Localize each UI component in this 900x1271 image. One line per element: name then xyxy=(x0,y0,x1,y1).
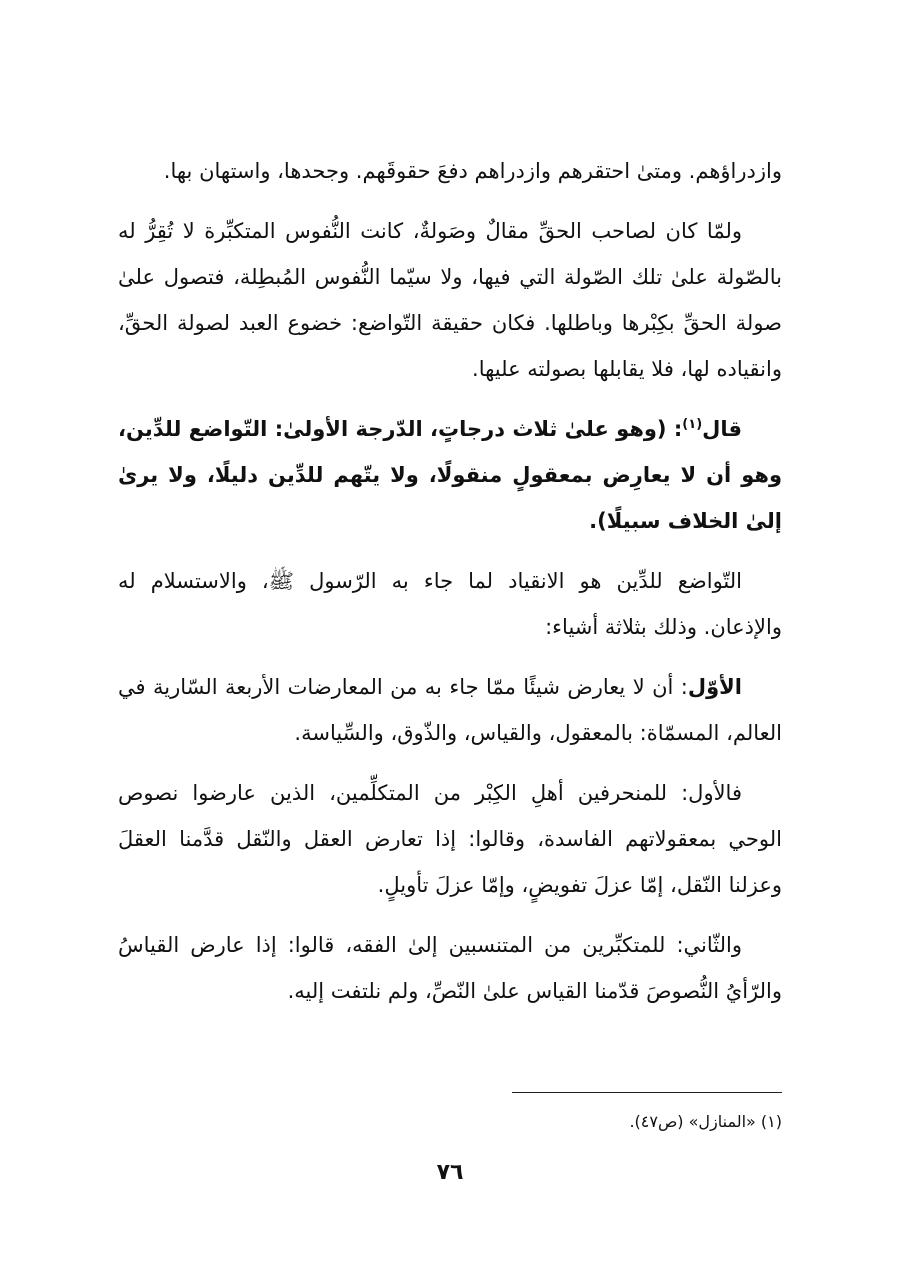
paragraph-4: التّواضع للدِّين هو الانقياد لما جاء به الرّسول ﷺ، والاستسلام له والإذعان. وذلك بثلاثة أشياء: xyxy=(118,569,782,639)
footnote-marker[interactable]: (١) xyxy=(682,417,703,432)
paragraph-lead: قال xyxy=(702,417,742,441)
page-body xyxy=(118,148,782,1028)
paragraph-5: الأوّل: أن لا يعارض شيئًا ممّا جاء به من المعارضات الأربعة السّارية في العالم، المسمّاة: بالمعقول، والقياس، والذّوق، والسِّياسة. xyxy=(118,675,782,745)
paragraph-3-quote: قال$^{(١)}$: (وهو علىٰ ثلاث درجاتٍ، الدّرجة الأولىٰ: التّواضع للدِّين، وهو أن لا يعارِض بمعقولٍ منقولًا، ولا يتّهم للدِّين دليلًا، ولا يرىٰ إلىٰ الخلاف سبيلًا). xyxy=(118,417,782,533)
paragraph-2: ولمّا كان لصاحب الحقِّ مقالٌ وصَولةٌ، كانت النُّفوس المتكبِّرة لا تُقِرُّ له بالصّولة علىٰ تلك الصّولة التي فيها، ولا سيّما النُّفوس المُبطِلة، فتصول علىٰ صولة الحقِّ بكِبْرها وباطلها. فكان حقيقة التّواضع: خضوع العبد لصولة الحقِّ، وانقياده لها، فلا يقابلها بصولته عليها. xyxy=(118,219,782,381)
footnote: (١) «المنازل» (ص٤٧). xyxy=(629,1112,782,1131)
paragraph-6: فالأول: للمنحرفين أهلِ الكِبْر من المتكلِّمين، الذين عارضوا نصوص الوحي بمعقولاتهم الفاسدة، وقالوا: إذا تعارض العقل والنّقل قدَّمنا العقلَ وعزلنا النّقل، إمّا عزلَ تفويضٍ، وإمّا عزلَ تأويلٍ. xyxy=(118,781,782,897)
paragraph-lead: الأوّل xyxy=(687,675,742,699)
paragraph-1: وازدراؤهم. ومتىٰ احتقرهم وازدراهم دفعَ حقوقَهم. وجحدها، واستهان بها. xyxy=(163,159,782,183)
page-number: ٧٦ xyxy=(436,1160,464,1185)
footnote-divider xyxy=(512,1092,782,1093)
paragraph-7: والثّاني: للمتكبِّرين من المتنسبين إلىٰ الفقه، قالوا: إذا عارض القياسُ والرّأيُ النُّصوصَ قدّمنا القياس علىٰ النّصِّ، ولم نلتفت إليه. xyxy=(118,933,782,1003)
